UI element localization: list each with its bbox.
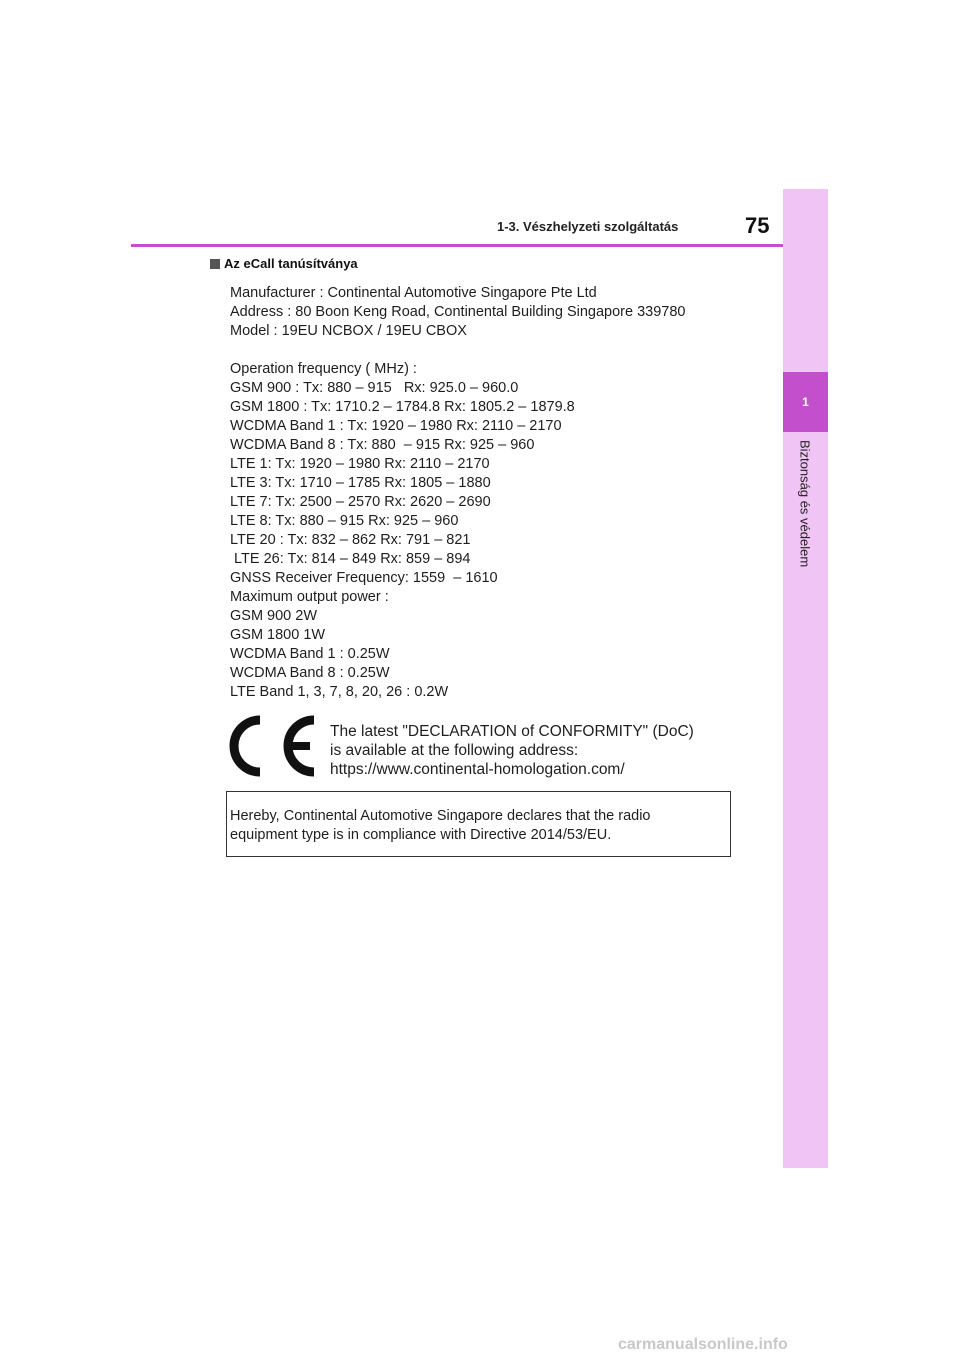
cert-line [230, 341, 770, 360]
cert-line: GNSS Receiver Frequency: 1559 – 1610 [230, 570, 498, 586]
cert-line: LTE 8: Tx: 880 – 915 Rx: 925 – 960 [230, 513, 459, 529]
compliance-line: equipment type is in compliance with Directive 2014/53/EU. [230, 827, 612, 843]
cert-line: Manufacturer : Continental Automotive Singapore Pte Ltd [230, 285, 597, 301]
page-number: 75 [745, 213, 770, 238]
side-chapter-number [783, 372, 828, 432]
compliance-statement [226, 791, 731, 857]
cert-line: WCDMA Band 8 : Tx: 880 – 915 Rx: 925 – 960 [230, 437, 535, 453]
cert-line: Operation frequency ( MHz) : [230, 361, 417, 377]
cert-line: Maximum output power : [230, 589, 389, 605]
cert-line: WCDMA Band 8 : 0.25W [230, 665, 390, 681]
cert-line: GSM 1800 : Tx: 1710.2 – 1784.8 Rx: 1805.2 – 1879.8 [230, 399, 575, 415]
compliance-line: Hereby, Continental Automotive Singapore declares that the radio [230, 808, 651, 824]
cert-line: LTE 3: Tx: 1710 – 1785 Rx: 1805 – 1880 [230, 475, 491, 491]
cert-line: Model : 19EU NCBOX / 19EU CBOX [230, 323, 467, 339]
cert-line: WCDMA Band 1 : 0.25W [230, 646, 390, 662]
header-rule [131, 244, 783, 247]
cert-line: GSM 1800 1W [230, 627, 326, 643]
chapter-number: 1 [802, 395, 809, 409]
cert-line: LTE 1: Tx: 1920 – 1980 Rx: 2110 – 2170 [230, 456, 490, 472]
doc-line: is available at the following address: [330, 742, 579, 759]
section-heading [210, 256, 358, 271]
cert-line: LTE 26: Tx: 814 – 849 Rx: 859 – 894 [230, 551, 471, 567]
cert-line: GSM 900 2W [230, 608, 318, 624]
doc-availability [330, 722, 750, 779]
cert-line: LTE Band 1, 3, 7, 8, 20, 26 : 0.2W [230, 684, 449, 700]
section-heading-text: Az eCall tanúsítványa [224, 256, 358, 271]
watermark: carmanualsonline.info [618, 1336, 788, 1353]
section-title: 1-3. Vészhelyzeti szolgáltatás [497, 219, 679, 234]
side-tab [783, 189, 828, 1168]
cert-line: Address : 80 Boon Keng Road, Continental Building Singapore 339780 [230, 304, 686, 320]
side-chapter-label: Biztonság és védelem [797, 440, 813, 568]
doc-line: The latest "DECLARATION of CONFORMITY" (DoC) [330, 723, 694, 740]
cert-line: LTE 7: Tx: 2500 – 2570 Rx: 2620 – 2690 [230, 494, 491, 510]
cert-line: WCDMA Band 1 : Tx: 1920 – 1980 Rx: 2110 – 2170 [230, 418, 562, 434]
certificate-details [230, 284, 770, 702]
cert-line: LTE 20 : Tx: 832 – 862 Rx: 791 – 821 [230, 532, 471, 548]
ce-mark-icon [226, 712, 320, 780]
square-bullet-icon [210, 259, 220, 269]
cert-line: GSM 900 : Tx: 880 – 915 Rx: 925.0 – 960.0 [230, 380, 519, 396]
doc-url: https://www.continental-homologation.com/ [330, 761, 625, 778]
